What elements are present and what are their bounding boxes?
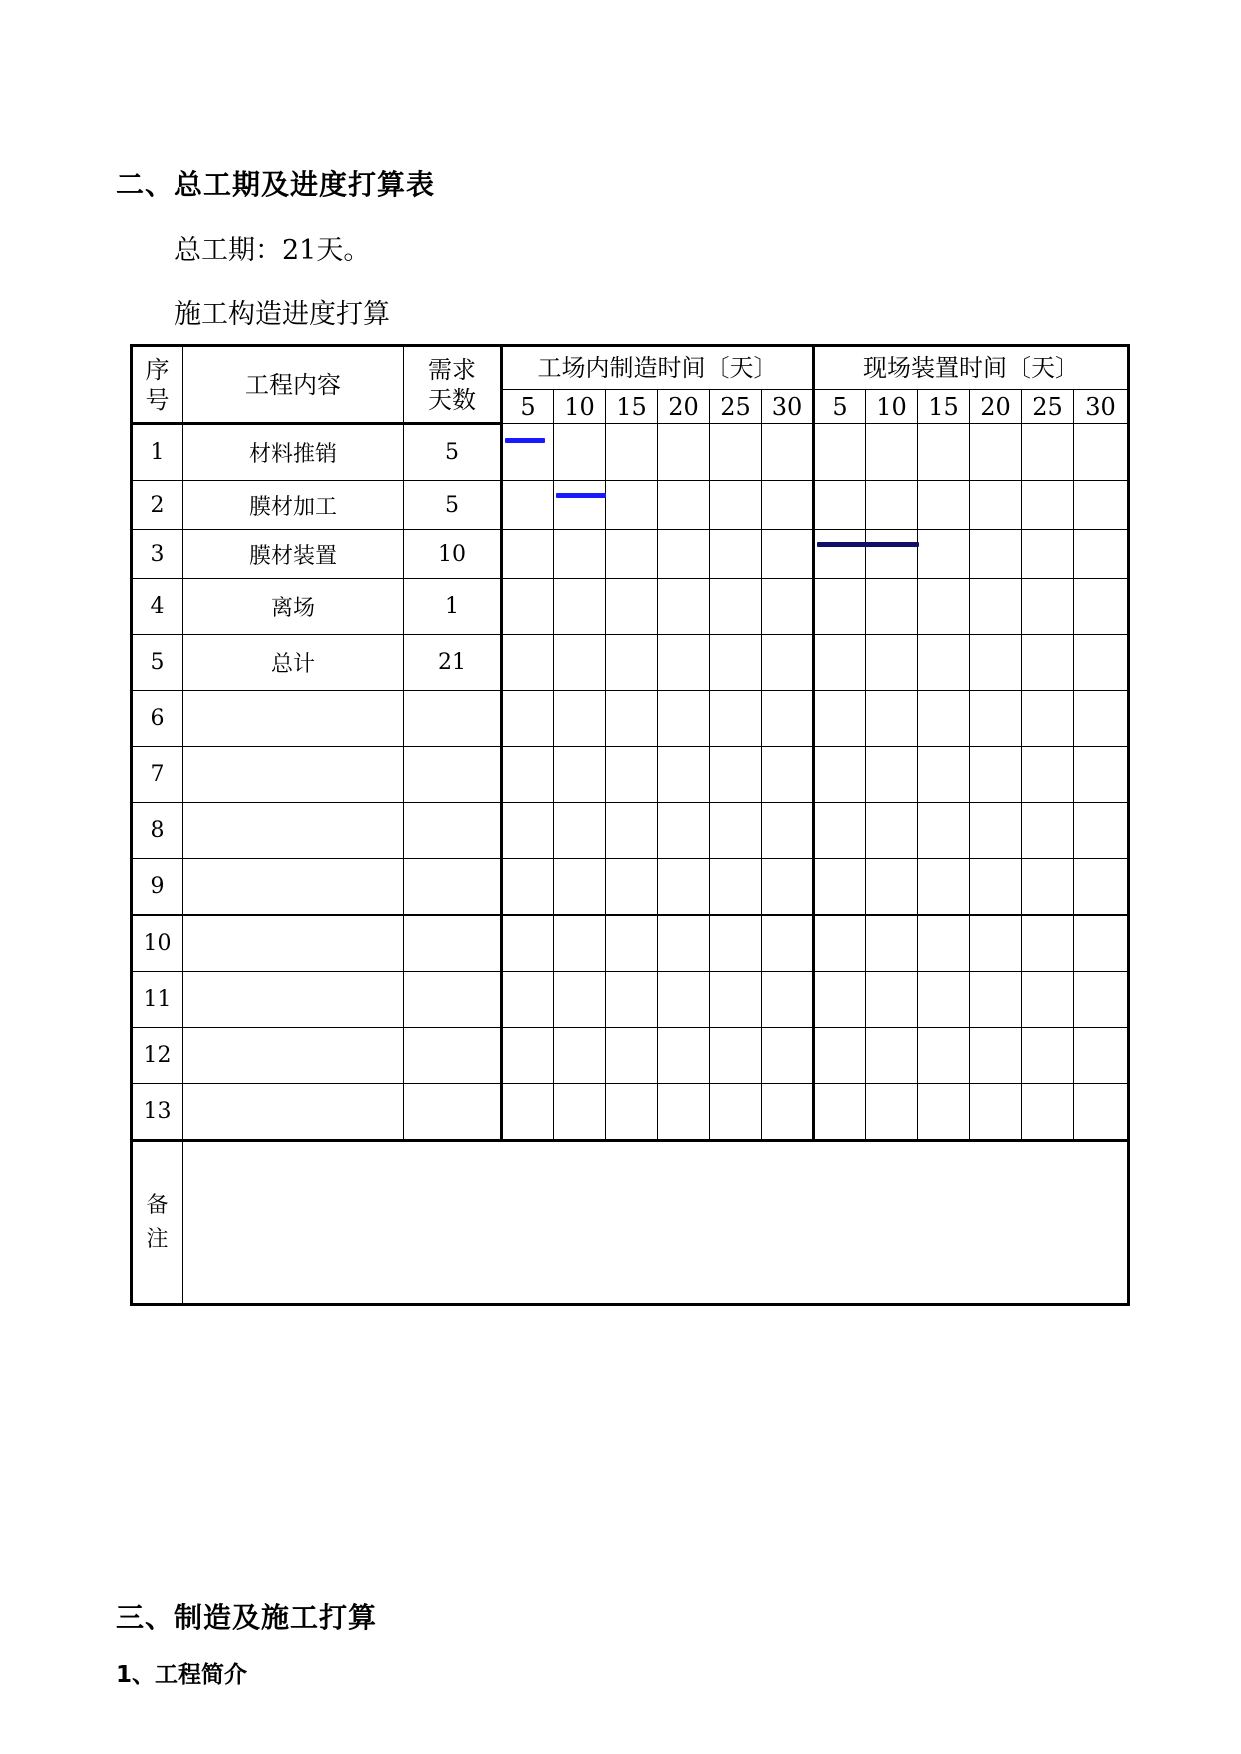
remarks-content (183, 1141, 1129, 1305)
factory-day-cell (554, 691, 606, 747)
remarks-row (132, 1141, 1129, 1305)
factory-day-cell (658, 859, 710, 916)
table-row (132, 530, 1129, 579)
site-day-cell (970, 1084, 1022, 1141)
factory-day-cell (762, 859, 814, 916)
factory-tick-25: 25 (710, 390, 762, 424)
row-days: 1 (404, 579, 502, 635)
factory-day-cell (502, 635, 554, 691)
row-seq: 3 (132, 530, 183, 579)
site-day-cell (814, 481, 866, 530)
factory-day-cell (710, 859, 762, 916)
factory-day-cell (658, 481, 710, 530)
site-day-cell (1022, 1028, 1074, 1084)
site-day-cell (1022, 972, 1074, 1028)
header-content: 工程内容 (183, 346, 404, 424)
site-day-cell (866, 481, 918, 530)
factory-day-cell (762, 1084, 814, 1141)
table-row (132, 1084, 1129, 1141)
factory-day-cell (502, 915, 554, 972)
factory-day-cell (554, 859, 606, 916)
factory-day-cell (762, 915, 814, 972)
row-content (183, 972, 404, 1028)
row-days: 21 (404, 635, 502, 691)
factory-day-cell (502, 1084, 554, 1141)
site-day-cell (1022, 803, 1074, 859)
row-days: 5 (404, 481, 502, 530)
factory-day-cell (658, 424, 710, 481)
factory-day-cell (606, 481, 658, 530)
factory-day-cell (762, 530, 814, 579)
factory-day-cell (502, 972, 554, 1028)
site-day-cell (1022, 859, 1074, 916)
row-seq: 9 (132, 859, 183, 916)
section-2-heading: 二、总工期及进度打算表 (116, 168, 436, 201)
site-day-cell (970, 691, 1022, 747)
table-row (132, 579, 1129, 635)
factory-day-cell (762, 691, 814, 747)
site-day-cell (1022, 424, 1074, 481)
site-day-cell (814, 579, 866, 635)
site-day-cell (1074, 1084, 1129, 1141)
site-day-cell (1074, 915, 1129, 972)
factory-day-cell (606, 803, 658, 859)
factory-day-cell (606, 915, 658, 972)
site-day-cell (866, 424, 918, 481)
site-day-cell (970, 530, 1022, 579)
section-3-subheading: 1、工程简介 (116, 1662, 248, 1688)
factory-day-cell (554, 635, 606, 691)
factory-day-cell (554, 803, 606, 859)
row-content: 膜材装置 (183, 530, 404, 579)
factory-tick-15: 15 (606, 390, 658, 424)
factory-day-cell (710, 803, 762, 859)
factory-day-cell (762, 424, 814, 481)
table-row (132, 691, 1129, 747)
site-day-cell (1074, 424, 1129, 481)
site-day-cell (814, 747, 866, 803)
factory-day-cell (710, 747, 762, 803)
site-tick-10: 10 (866, 390, 918, 424)
row-days (404, 1084, 502, 1141)
site-day-cell (918, 635, 970, 691)
site-day-cell (1022, 915, 1074, 972)
factory-day-cell (606, 1028, 658, 1084)
row-seq: 1 (132, 424, 183, 481)
site-tick-30: 30 (1074, 390, 1129, 424)
site-day-cell (1074, 691, 1129, 747)
row-content: 材料推销 (183, 424, 404, 481)
header-seq: 序号 (132, 346, 183, 424)
table-row (132, 915, 1129, 972)
row-content (183, 915, 404, 972)
factory-tick-30: 30 (762, 390, 814, 424)
site-day-cell (1074, 747, 1129, 803)
row-days (404, 747, 502, 803)
site-day-cell (866, 747, 918, 803)
table-row (132, 859, 1129, 916)
factory-day-cell (710, 635, 762, 691)
row-seq: 12 (132, 1028, 183, 1084)
factory-day-cell (554, 530, 606, 579)
factory-day-cell (554, 915, 606, 972)
factory-day-cell (606, 859, 658, 916)
site-day-cell (1074, 803, 1129, 859)
factory-day-cell (762, 579, 814, 635)
site-day-cell (814, 1028, 866, 1084)
factory-tick-5: 5 (502, 390, 554, 424)
row-seq: 8 (132, 803, 183, 859)
factory-day-cell (502, 579, 554, 635)
total-period-text: 总工期：21天。 (174, 235, 371, 266)
schedule-table (130, 344, 1130, 1306)
row-seq: 4 (132, 579, 183, 635)
factory-day-cell (554, 747, 606, 803)
factory-day-cell (762, 481, 814, 530)
site-day-cell (814, 972, 866, 1028)
site-day-cell (814, 635, 866, 691)
gantt-bar (505, 438, 545, 443)
factory-day-cell (658, 691, 710, 747)
site-day-cell (814, 424, 866, 481)
site-day-cell (970, 972, 1022, 1028)
row-content (183, 1028, 404, 1084)
site-day-cell (918, 803, 970, 859)
row-days (404, 1028, 502, 1084)
factory-day-cell (502, 747, 554, 803)
table-row (132, 481, 1129, 530)
site-day-cell (1022, 635, 1074, 691)
site-day-cell (1022, 747, 1074, 803)
gantt-bar (556, 493, 606, 498)
row-seq: 10 (132, 915, 183, 972)
row-seq: 5 (132, 635, 183, 691)
row-days (404, 691, 502, 747)
site-day-cell (1074, 579, 1129, 635)
site-day-cell (814, 915, 866, 972)
factory-day-cell (606, 579, 658, 635)
site-day-cell (970, 424, 1022, 481)
site-day-cell (970, 635, 1022, 691)
factory-day-cell (762, 972, 814, 1028)
factory-day-cell (554, 481, 606, 530)
table-row (132, 972, 1129, 1028)
factory-day-cell (710, 915, 762, 972)
factory-day-cell (658, 972, 710, 1028)
site-day-cell (866, 691, 918, 747)
site-day-cell (1074, 635, 1129, 691)
factory-day-cell (710, 424, 762, 481)
site-day-cell (918, 424, 970, 481)
site-day-cell (918, 530, 970, 579)
site-day-cell (814, 803, 866, 859)
factory-day-cell (762, 747, 814, 803)
factory-day-cell (762, 635, 814, 691)
remarks-label: 备注 (132, 1141, 183, 1305)
site-day-cell (814, 691, 866, 747)
section-3-heading: 三、制造及施工打算 (116, 1601, 378, 1634)
factory-day-cell (554, 1084, 606, 1141)
site-day-cell (918, 1084, 970, 1141)
factory-day-cell (606, 691, 658, 747)
site-day-cell (1022, 691, 1074, 747)
factory-day-cell (502, 803, 554, 859)
site-day-cell (866, 1084, 918, 1141)
factory-day-cell (710, 972, 762, 1028)
factory-day-cell (658, 635, 710, 691)
row-content (183, 803, 404, 859)
row-days (404, 803, 502, 859)
site-day-cell (1074, 530, 1129, 579)
factory-day-cell (710, 691, 762, 747)
site-day-cell (866, 530, 918, 579)
site-day-cell (1074, 859, 1129, 916)
factory-day-cell (502, 691, 554, 747)
site-day-cell (1022, 530, 1074, 579)
factory-day-cell (554, 579, 606, 635)
site-day-cell (1022, 1084, 1074, 1141)
table-row (132, 747, 1129, 803)
factory-day-cell (658, 1084, 710, 1141)
row-content (183, 859, 404, 916)
table-caption: 施工构造进度打算 (174, 299, 390, 330)
row-seq: 13 (132, 1084, 183, 1141)
header-days: 需求天数 (404, 346, 502, 424)
site-tick-5: 5 (814, 390, 866, 424)
site-day-cell (970, 915, 1022, 972)
site-day-cell (866, 1028, 918, 1084)
factory-day-cell (606, 530, 658, 579)
row-content: 总计 (183, 635, 404, 691)
site-day-cell (918, 481, 970, 530)
factory-day-cell (762, 803, 814, 859)
factory-day-cell (658, 1028, 710, 1084)
factory-day-cell (658, 579, 710, 635)
header-site-group: 现场装置时间〔天〕 (814, 346, 1129, 390)
site-day-cell (1022, 579, 1074, 635)
site-day-cell (918, 915, 970, 972)
row-seq: 7 (132, 747, 183, 803)
factory-day-cell (502, 530, 554, 579)
site-day-cell (866, 803, 918, 859)
row-seq: 11 (132, 972, 183, 1028)
factory-day-cell (606, 1084, 658, 1141)
row-seq: 6 (132, 691, 183, 747)
table-row (132, 803, 1129, 859)
factory-day-cell (606, 424, 658, 481)
factory-day-cell (658, 803, 710, 859)
site-day-cell (918, 1028, 970, 1084)
site-day-cell (866, 915, 918, 972)
site-day-cell (866, 972, 918, 1028)
row-content: 膜材加工 (183, 481, 404, 530)
factory-day-cell (502, 1028, 554, 1084)
site-day-cell (814, 1084, 866, 1141)
row-days (404, 915, 502, 972)
site-day-cell (970, 803, 1022, 859)
row-days: 10 (404, 530, 502, 579)
site-day-cell (918, 579, 970, 635)
row-content: 离场 (183, 579, 404, 635)
table-row (132, 424, 1129, 481)
factory-day-cell (554, 424, 606, 481)
factory-day-cell (710, 579, 762, 635)
factory-day-cell (710, 481, 762, 530)
factory-tick-20: 20 (658, 390, 710, 424)
factory-day-cell (502, 859, 554, 916)
site-tick-15: 15 (918, 390, 970, 424)
site-day-cell (918, 972, 970, 1028)
factory-day-cell (658, 530, 710, 579)
site-day-cell (970, 859, 1022, 916)
factory-day-cell (658, 747, 710, 803)
site-day-cell (970, 1028, 1022, 1084)
site-day-cell (1074, 1028, 1129, 1084)
site-day-cell (866, 859, 918, 916)
table-row (132, 1028, 1129, 1084)
factory-day-cell (710, 1028, 762, 1084)
site-day-cell (866, 635, 918, 691)
site-day-cell (918, 747, 970, 803)
factory-day-cell (762, 1028, 814, 1084)
table-row (132, 635, 1129, 691)
factory-day-cell (554, 1028, 606, 1084)
site-day-cell (866, 579, 918, 635)
factory-day-cell (710, 530, 762, 579)
header-factory-group: 工场内制造时间〔天〕 (502, 346, 814, 390)
factory-day-cell (554, 972, 606, 1028)
site-tick-20: 20 (970, 390, 1022, 424)
site-day-cell (814, 859, 866, 916)
row-content (183, 1084, 404, 1141)
site-day-cell (970, 579, 1022, 635)
row-seq: 2 (132, 481, 183, 530)
row-days (404, 859, 502, 916)
factory-day-cell (606, 635, 658, 691)
row-content (183, 691, 404, 747)
factory-tick-10: 10 (554, 390, 606, 424)
site-day-cell (1074, 972, 1129, 1028)
site-day-cell (814, 530, 866, 579)
row-days (404, 972, 502, 1028)
factory-day-cell (502, 424, 554, 481)
factory-day-cell (606, 747, 658, 803)
site-day-cell (1074, 481, 1129, 530)
site-day-cell (918, 691, 970, 747)
site-tick-25: 25 (1022, 390, 1074, 424)
factory-day-cell (606, 972, 658, 1028)
factory-day-cell (502, 481, 554, 530)
site-day-cell (970, 747, 1022, 803)
row-days: 5 (404, 424, 502, 481)
site-day-cell (1022, 481, 1074, 530)
factory-day-cell (658, 915, 710, 972)
site-day-cell (970, 481, 1022, 530)
site-day-cell (918, 859, 970, 916)
row-content (183, 747, 404, 803)
factory-day-cell (710, 1084, 762, 1141)
